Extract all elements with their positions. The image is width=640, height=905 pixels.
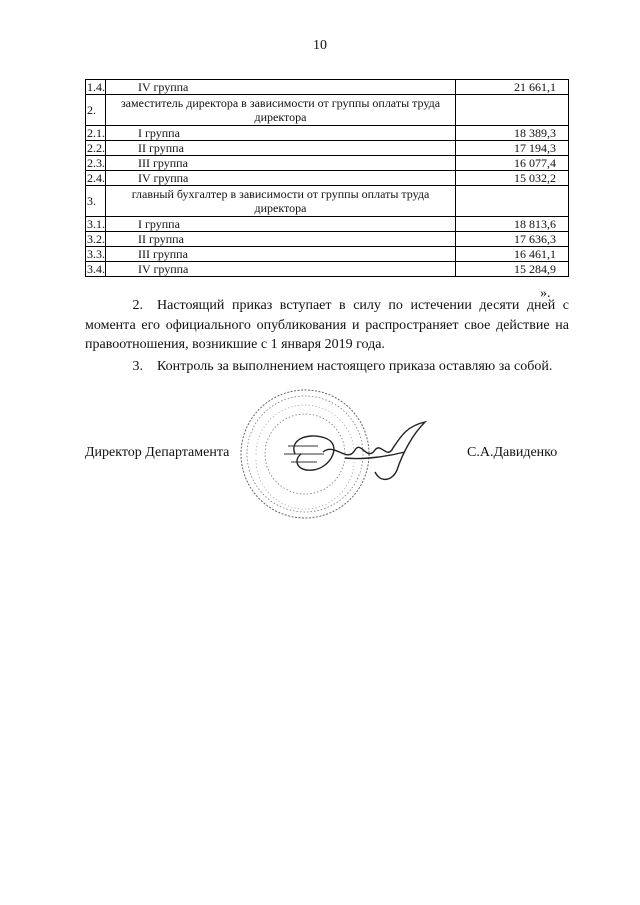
table-row bbox=[86, 95, 569, 126]
row-number: 3.4. bbox=[87, 262, 105, 276]
group-name: II группа bbox=[106, 141, 456, 156]
paragraph-3-number: 3. bbox=[132, 359, 143, 374]
row-number: 1.4. bbox=[87, 80, 105, 94]
salary-value: 15 032,2 bbox=[456, 171, 569, 186]
table-row bbox=[86, 262, 569, 277]
salary-value bbox=[456, 95, 569, 126]
paragraph-2-number: 2. bbox=[132, 298, 143, 313]
salary-table bbox=[85, 79, 569, 277]
group-name: I группа bbox=[106, 217, 456, 232]
salary-value: 21 661,1 bbox=[456, 80, 569, 95]
paragraph-2-text: Настоящий приказ вступает в силу по истечении десяти дней с момента его официального опубликования и распространяет свое действие на правоотношения, возникшие с 1 января 2019 года. bbox=[85, 298, 569, 352]
row-number: 3.3. bbox=[87, 247, 105, 261]
salary-value: 18 813,6 bbox=[456, 217, 569, 232]
table-row bbox=[86, 232, 569, 247]
row-number: 3. bbox=[86, 186, 106, 217]
position-title: главный бухгалтер в зависимости от группы оплаты труда директора bbox=[106, 186, 456, 217]
table-row bbox=[86, 156, 569, 171]
row-number: 2.4. bbox=[87, 171, 105, 185]
handwritten-signature bbox=[285, 412, 435, 492]
group-name: IV группа bbox=[106, 171, 456, 186]
table-row bbox=[86, 141, 569, 156]
row-number: 2.2. bbox=[87, 141, 105, 155]
salary-value: 17 636,3 bbox=[456, 232, 569, 247]
salary-value: 16 461,1 bbox=[456, 247, 569, 262]
salary-value: 18 389,3 bbox=[456, 126, 569, 141]
table-row bbox=[86, 217, 569, 232]
group-name: II группа bbox=[106, 232, 456, 247]
group-name: IV группа bbox=[106, 262, 456, 277]
signatory-name: С.А.Давиденко bbox=[467, 445, 558, 460]
paragraph-3 bbox=[85, 357, 569, 377]
salary-value: 16 077,4 bbox=[456, 156, 569, 171]
group-name: IV группа bbox=[106, 80, 456, 95]
closing-quote: ». bbox=[540, 286, 551, 301]
paragraph-2 bbox=[85, 296, 569, 355]
signatory-title: Директор Департамента bbox=[85, 445, 230, 460]
row-number: 3.2. bbox=[87, 232, 105, 246]
table-row bbox=[86, 186, 569, 217]
row-number: 2.1. bbox=[87, 126, 105, 140]
table-row bbox=[86, 247, 569, 262]
paragraph-3-text: Контроль за выполнением настоящего приказа оставляю за собой. bbox=[157, 359, 553, 374]
group-name: I группа bbox=[106, 126, 456, 141]
salary-value: 15 284,9 bbox=[456, 262, 569, 277]
salary-value: 17 194,3 bbox=[456, 141, 569, 156]
table-row bbox=[86, 80, 569, 95]
table-row bbox=[86, 171, 569, 186]
row-number: 2. bbox=[86, 95, 106, 126]
table-row bbox=[86, 126, 569, 141]
group-name: III группа bbox=[106, 156, 456, 171]
salary-table-body bbox=[86, 80, 569, 277]
row-number: 2.3. bbox=[87, 156, 105, 170]
page-number: 10 bbox=[313, 38, 327, 53]
position-title: заместитель директора в зависимости от группы оплаты труда директора bbox=[106, 95, 456, 126]
salary-value bbox=[456, 186, 569, 217]
row-number: 3.1. bbox=[87, 217, 105, 231]
group-name: III группа bbox=[106, 247, 456, 262]
